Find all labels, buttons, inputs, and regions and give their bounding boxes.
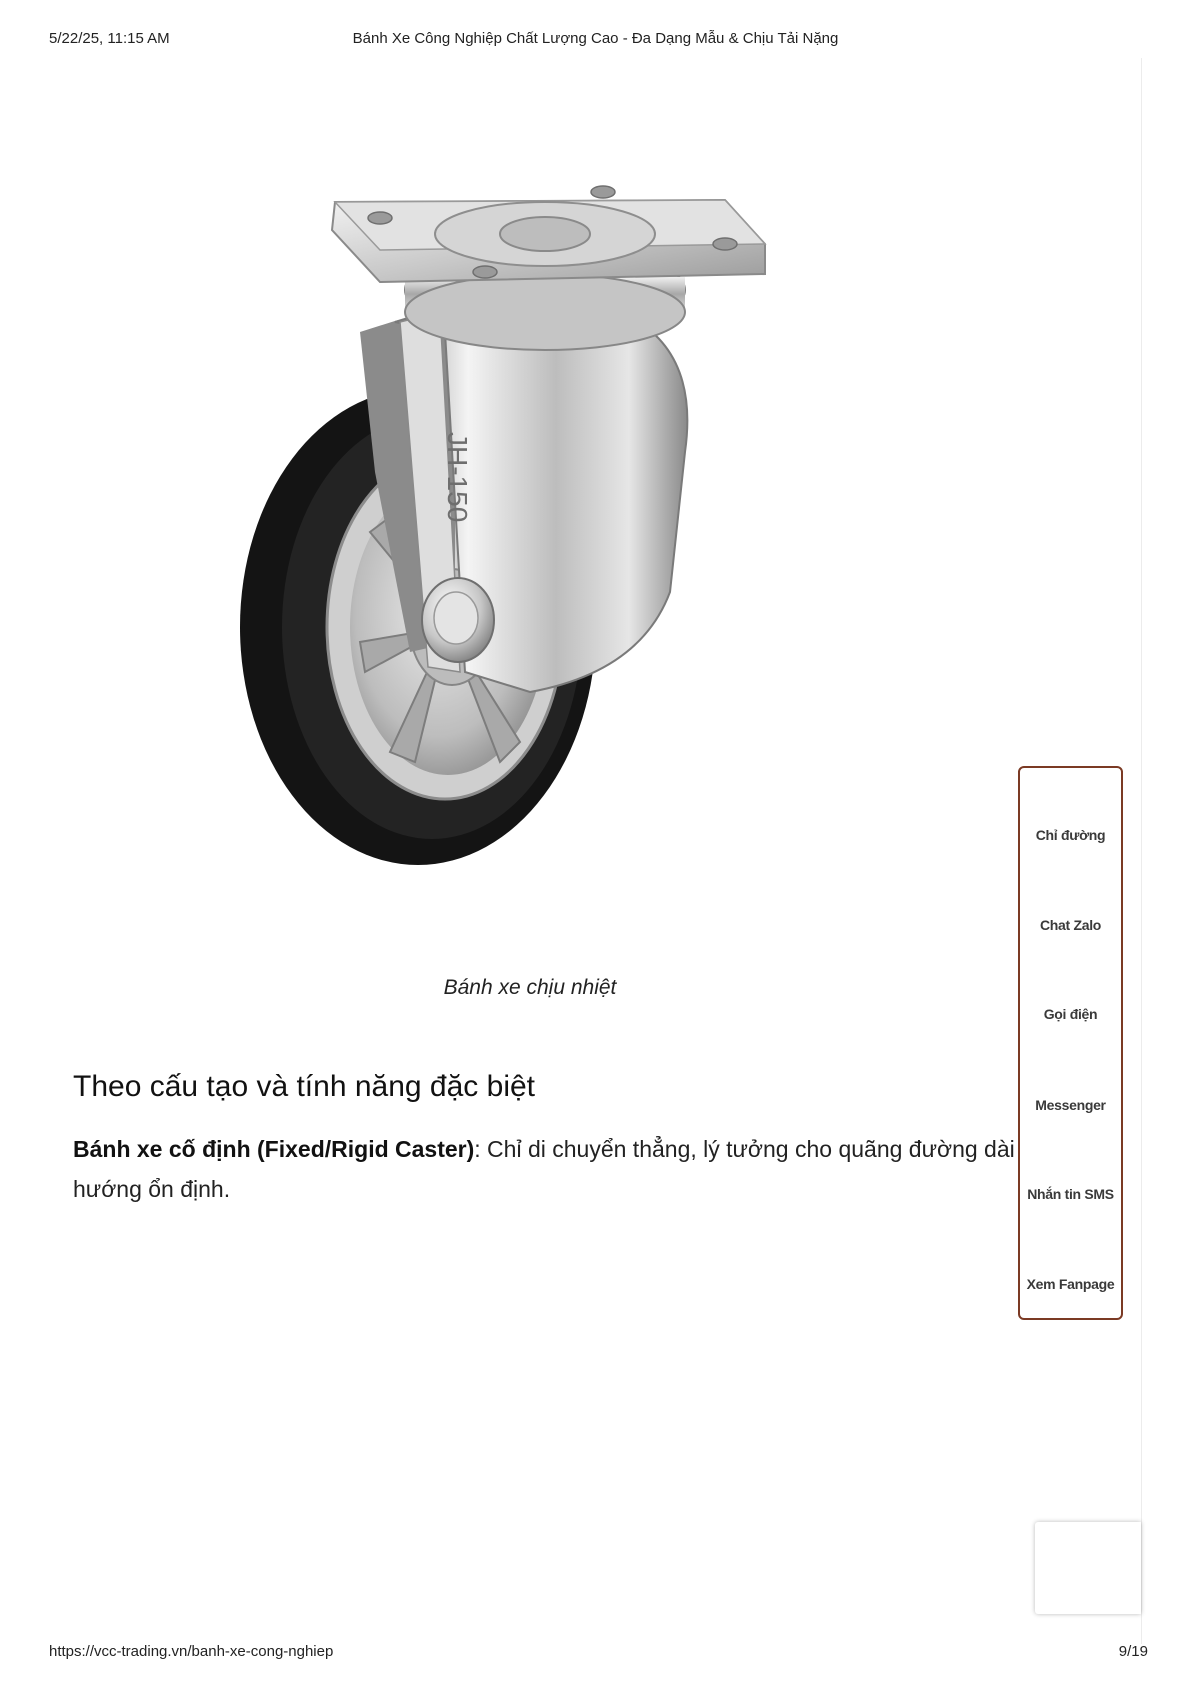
print-page-title: Bánh Xe Công Nghiệp Chất Lượng Cao - Đa Dạng Mẫu & Chịu Tải Nặng (352, 30, 839, 47)
caster-wheel-image (200, 172, 840, 872)
paragraph-line2-text: hướng ổn định. (73, 1176, 231, 1202)
sms-link[interactable]: Nhắn tin SMS (1027, 1186, 1114, 1202)
contact-floating-panel (1018, 766, 1123, 1320)
page-number: 9/19 (1118, 1643, 1148, 1660)
section-paragraph (73, 1129, 1033, 1213)
page-url: https://vcc-trading.vn/banh-xe-cong-nghiep (49, 1643, 334, 1660)
fanpage-link[interactable]: Xem Fanpage (1026, 1276, 1115, 1292)
print-datetime: 5/22/25, 11:15 AM (49, 30, 170, 47)
recaptcha-badge[interactable] (1035, 1522, 1141, 1614)
image-caption: Bánh xe chịu nhiệt (443, 976, 617, 999)
call-phone-link[interactable]: Gọi điện (1043, 1006, 1098, 1022)
messenger-link[interactable]: Messenger (1035, 1097, 1106, 1113)
section-heading: Theo cấu tạo và tính năng đặc biệt (73, 1070, 535, 1103)
directions-link[interactable]: Chỉ đường (1035, 827, 1106, 843)
print-footer (49, 1643, 1148, 1665)
paragraph-line1-text: : Chỉ di chuyển thẳng, lý tưởng cho quãng đường dài (474, 1136, 1015, 1162)
paragraph-bold-term: Bánh xe cố định (Fixed/Rigid Caster) (73, 1136, 475, 1162)
fork-model-marking: JH-150 (442, 432, 473, 523)
print-header (49, 30, 1142, 54)
chat-zalo-link[interactable]: Chat Zalo (1039, 917, 1102, 933)
page-edge-divider (1141, 58, 1142, 1644)
